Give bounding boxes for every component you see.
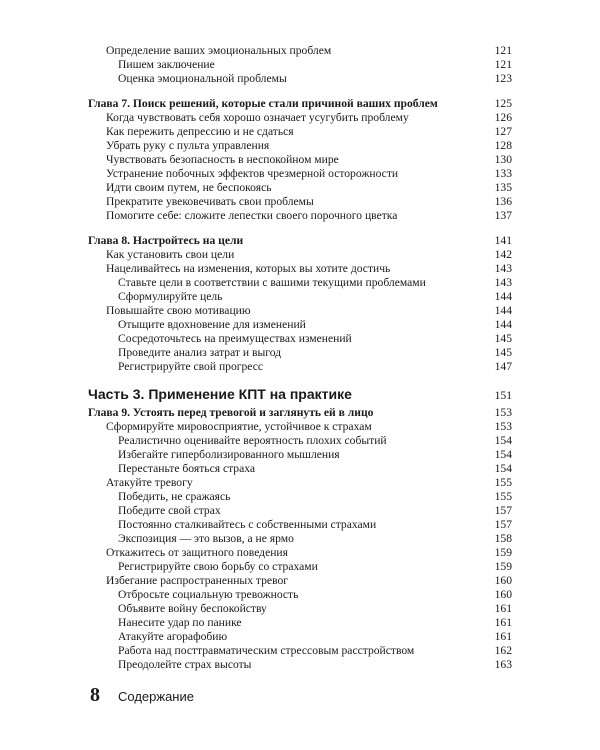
- toc-entry-page: 153: [494, 420, 512, 433]
- toc-subsection: [88, 332, 512, 346]
- toc-section: [88, 125, 512, 139]
- toc-entry-page: 143: [494, 262, 512, 275]
- toc-entry-title: Убрать руку с пульта управления: [106, 139, 270, 152]
- toc-entry-page: 145: [494, 332, 512, 345]
- toc-subsection: [88, 616, 512, 630]
- toc-entry-page: 160: [494, 574, 512, 587]
- toc-entry-title: Нанесите удар по панике: [118, 616, 242, 629]
- toc-entry-page: 153: [494, 406, 512, 419]
- toc-subsection: [88, 58, 512, 72]
- toc-section: [88, 111, 512, 125]
- toc-section: [88, 574, 512, 588]
- toc-subsection: [88, 518, 512, 532]
- toc-part-heading: [88, 386, 512, 403]
- toc-subsection: [88, 630, 512, 644]
- toc-entry-page: 145: [494, 346, 512, 359]
- toc-subsection: [88, 434, 512, 448]
- toc-entry-title: Оценка эмоциональной проблемы: [118, 72, 287, 85]
- toc-section: [88, 209, 512, 223]
- toc-entry-title: Сформируйте мировосприятие, устойчивое к страхам: [106, 420, 372, 433]
- toc-subsection: [88, 602, 512, 616]
- toc-entry-page: 144: [494, 304, 512, 317]
- toc-entry-page: 161: [494, 616, 512, 629]
- toc-entry-page: 142: [494, 248, 512, 261]
- toc-entry-page: 125: [494, 97, 512, 110]
- toc-chapter-heading: [88, 406, 512, 420]
- toc-section: [88, 420, 512, 434]
- toc-entry-title: Избегание распространенных тревог: [106, 574, 289, 587]
- toc-subsection: [88, 448, 512, 462]
- toc-entry-page: 154: [494, 462, 512, 475]
- toc-entry-title: Прекратите увековечивать свои проблемы: [106, 195, 314, 208]
- toc-entry-page: 144: [494, 290, 512, 303]
- toc-entry-page: 123: [494, 72, 512, 85]
- toc-entry-page: 160: [494, 588, 512, 601]
- toc-subsection: [88, 560, 512, 574]
- toc-entry-page: 137: [494, 209, 512, 222]
- toc-entry-title: Пишем заключение: [118, 58, 215, 71]
- toc-entry-title: Победите свой страх: [118, 504, 221, 517]
- toc-entry-page: 147: [494, 360, 512, 373]
- toc-section: [88, 44, 512, 58]
- toc-entry-title: Постоянно сталкивайтесь с собственными страхами: [118, 518, 377, 531]
- toc-entry-title: Атакуйте агорафобию: [118, 630, 228, 643]
- page-footer: [90, 684, 194, 707]
- toc-entry-page: 162: [494, 644, 512, 657]
- page-number: 8: [90, 684, 100, 706]
- toc-section: [88, 248, 512, 262]
- toc-entry-title: Атакуйте тревогу: [106, 476, 193, 489]
- toc-entry-page: 154: [494, 448, 512, 461]
- toc-entry-page: 159: [494, 560, 512, 573]
- toc-entry-title: Отбросьте социальную тревожность: [118, 588, 299, 601]
- toc-entry-page: 155: [494, 490, 512, 503]
- toc-chapter-heading: [88, 234, 512, 248]
- toc-entry-title: Ставьте цели в соответствии с вашими текущими проблемами: [118, 276, 426, 289]
- toc-section: [88, 262, 512, 276]
- toc-section: [88, 139, 512, 153]
- table-of-contents: [88, 44, 512, 672]
- toc-entry-title: Повышайте свою мотивацию: [106, 304, 251, 317]
- toc-entry-page: 126: [494, 111, 512, 124]
- toc-entry-title: Часть 3. Применение КПТ на практике: [88, 386, 352, 402]
- toc-section: [88, 167, 512, 181]
- toc-entry-title: Победить, не сражаясь: [118, 490, 231, 503]
- toc-subsection: [88, 318, 512, 332]
- toc-entry-title: Реалистично оценивайте вероятность плохих событий: [118, 434, 387, 447]
- toc-entry-title: Регистрируйте свой прогресс: [118, 360, 264, 373]
- toc-entry-page: 141: [494, 234, 512, 247]
- toc-entry-page: 154: [494, 434, 512, 447]
- toc-subsection: [88, 462, 512, 476]
- toc-entry-title: Нацеливайтесь на изменения, которых вы хотите достичь: [106, 262, 391, 275]
- toc-section: [88, 476, 512, 490]
- toc-entry-page: 121: [494, 44, 512, 57]
- toc-entry-title: Как пережить депрессию и не сдаться: [106, 125, 294, 138]
- toc-entry-page: 161: [494, 602, 512, 615]
- toc-entry-page: 136: [494, 195, 512, 208]
- toc-entry-title: Проведите анализ затрат и выгод: [118, 346, 282, 359]
- toc-entry-page: 151: [494, 389, 512, 402]
- toc-entry-title: Идти своим путем, не беспокоясь: [106, 181, 272, 194]
- toc-subsection: [88, 346, 512, 360]
- toc-entry-title: Глава 8. Настройтесь на цели: [88, 234, 244, 247]
- toc-entry-title: Работа над посттравматическим стрессовым расстройством: [118, 644, 415, 657]
- toc-subsection: [88, 360, 512, 374]
- toc-entry-title: Объявите войну беспокойству: [118, 602, 267, 615]
- toc-subsection: [88, 644, 512, 658]
- toc-subsection: [88, 72, 512, 86]
- toc-entry-title: Чувствовать безопасность в неспокойном мире: [106, 153, 339, 166]
- toc-subsection: [88, 290, 512, 304]
- toc-entry-title: Устранение побочных эффектов чрезмерной осторожности: [106, 167, 399, 180]
- toc-entry-page: 121: [494, 58, 512, 71]
- toc-section: [88, 195, 512, 209]
- toc-entry-page: 159: [494, 546, 512, 559]
- toc-entry-title: Откажитесь от защитного поведения: [106, 546, 288, 559]
- toc-subsection: [88, 532, 512, 546]
- toc-entry-page: 135: [494, 181, 512, 194]
- toc-entry-page: 155: [494, 476, 512, 489]
- toc-entry-title: Определение ваших эмоциональных проблем: [106, 44, 332, 57]
- toc-section: [88, 181, 512, 195]
- toc-entry-page: 133: [494, 167, 512, 180]
- toc-section: [88, 153, 512, 167]
- toc-chapter-heading: [88, 97, 512, 111]
- toc-entry-title: Глава 7. Поиск решений, которые стали причиной ваших проблем: [88, 97, 438, 110]
- toc-entry-title: Преодолейте страх высоты: [118, 658, 252, 671]
- toc-entry-page: 143: [494, 276, 512, 289]
- toc-entry-title: Экспозиция — это вызов, а не ярмо: [118, 532, 294, 545]
- toc-section: [88, 304, 512, 318]
- toc-section: [88, 546, 512, 560]
- toc-subsection: [88, 504, 512, 518]
- toc-entry-page: 157: [494, 504, 512, 517]
- toc-entry-page: 157: [494, 518, 512, 531]
- running-header-label: Содержание: [118, 689, 194, 704]
- toc-entry-title: Перестаньте бояться страха: [118, 462, 256, 475]
- toc-entry-page: 163: [494, 658, 512, 671]
- toc-entry-page: 128: [494, 139, 512, 152]
- toc-entry-title: Отыщите вдохновение для изменений: [118, 318, 306, 331]
- toc-entry-title: Глава 9. Устоять перед тревогой и заглянуть ей в лицо: [88, 406, 374, 419]
- toc-entry-page: 144: [494, 318, 512, 331]
- toc-subsection: [88, 490, 512, 504]
- toc-subsection: [88, 276, 512, 290]
- toc-entry-title: Помогите себе: сложите лепестки своего порочного цветка: [106, 209, 398, 222]
- toc-entry-title: Сосредоточьтесь на преимуществах изменений: [118, 332, 352, 345]
- toc-entry-title: Когда чувствовать себя хорошо означает усугубить проблему: [106, 111, 409, 124]
- toc-entry-page: 130: [494, 153, 512, 166]
- toc-entry-title: Избегайте гиперболизированного мышления: [118, 448, 340, 461]
- toc-entry-page: 127: [494, 125, 512, 138]
- toc-subsection: [88, 658, 512, 672]
- toc-subsection: [88, 588, 512, 602]
- toc-entry-title: Регистрируйте свою борьбу со страхами: [118, 560, 318, 573]
- toc-entry-page: 161: [494, 630, 512, 643]
- toc-entry-page: 158: [494, 532, 512, 545]
- toc-entry-title: Как установить свои цели: [106, 248, 235, 261]
- toc-entry-title: Сформулируйте цель: [118, 290, 223, 303]
